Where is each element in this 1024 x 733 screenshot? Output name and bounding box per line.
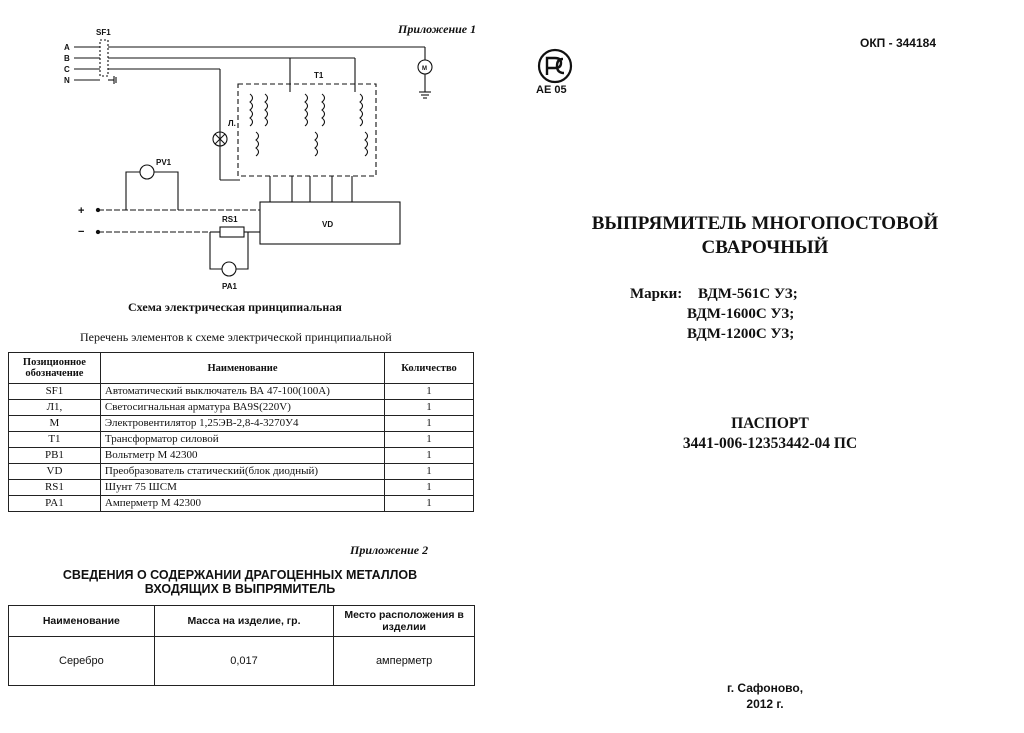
pa1-ammeter-symbol (222, 262, 236, 276)
metals-title (20, 568, 460, 596)
metals-table-header (9, 606, 475, 637)
model-item: ВДМ-1600С УЗ; (687, 306, 795, 322)
pv1-voltmeter-symbol (140, 165, 154, 179)
passport-number: 3441-006-12353442-04 ПС (682, 435, 858, 452)
table-row: VD Преобразователь статический(блок диодный) 1 (9, 464, 474, 480)
col-metal-name: Наименование (9, 606, 155, 637)
city: г. Сафоново, (726, 681, 804, 695)
models-label: Марки: (630, 286, 683, 302)
plus-terminal: + (78, 205, 85, 217)
metals-title-line-2: ВХОДЯЩИХ В ВЫПРЯМИТЕЛЬ (144, 582, 336, 596)
table-row: RS1 Шунт 75 ШСМ 1 (9, 480, 474, 496)
elements-table (8, 352, 474, 512)
schematic-caption: Схема электрическая принципиальная (128, 300, 342, 314)
table-row: Л1, Светосигнальная арматура ВА9S(220V) 1 (9, 400, 474, 416)
sf1-breaker (100, 40, 108, 76)
phase-label-b: B (64, 54, 70, 63)
model-item: ВДМ-561С УЗ; (698, 286, 798, 302)
rs1-label: RS1 (222, 215, 238, 224)
document-title (570, 212, 960, 260)
model-item: ВДМ-1200С УЗ; (687, 326, 795, 342)
sf1-label: SF1 (96, 28, 111, 37)
table-row: М Электровентилятор 1,25ЭВ-2,8-4-3270У4 1 (9, 416, 474, 432)
phase-label-a: A (64, 43, 70, 52)
rs1-shunt-symbol (220, 227, 244, 237)
appendix-1-label: Приложение 1 (398, 22, 477, 36)
precious-metals-table (8, 605, 475, 686)
metals-title-line-1: СВЕДЕНИЯ О СОДЕРЖАНИИ ДРАГОЦЕННЫХ МЕТАЛЛОВ (62, 568, 418, 582)
table-row: PB1 Вольтметр М 42300 1 (9, 448, 474, 464)
table-row: Серебро 0,017 амперметр (9, 637, 475, 686)
lamp-label: Л. (228, 119, 236, 128)
appendix-2-label: Приложение 2 (350, 543, 429, 557)
pa1-label: PA1 (222, 282, 237, 291)
table-row: PA1 Амперметр М 42300 1 (9, 496, 474, 512)
okp-code: ОКП - 344184 (860, 36, 936, 50)
place-and-year (690, 680, 840, 712)
col-position: Позиционное обозначение (9, 353, 101, 384)
electrical-schematic (60, 22, 460, 294)
elements-list-title: Перечень элементов к схеме электрической принципиальной (80, 330, 392, 344)
certification-mark-icon (533, 47, 579, 95)
passport-title: ПАСПОРТ (731, 415, 809, 432)
t1-label: T1 (314, 71, 324, 80)
col-quantity: Количество (385, 353, 474, 384)
vd-label: VD (322, 220, 334, 229)
phase-label-c: C (64, 65, 70, 74)
motor-label: M (422, 66, 427, 72)
col-name: Наименование (100, 353, 384, 384)
models-list (687, 284, 798, 344)
title-line-2: СВАРОЧНЫЙ (701, 237, 829, 258)
phase-label-n: N (64, 76, 70, 85)
table-row: SF1 Автоматический выключатель ВА 47-100(100А) 1 (9, 384, 474, 400)
minus-terminal: − (78, 226, 85, 238)
pv1-label: PV1 (156, 158, 172, 167)
cert-mark-text: АЕ 05 (536, 84, 567, 95)
table-row: Т1 Трансформатор силовой 1 (9, 432, 474, 448)
year: 2012 г. (746, 697, 784, 711)
passport-block (640, 414, 900, 454)
col-mass: Масса на изделие, гр. (154, 606, 333, 637)
col-location: Место расположения в изделии (334, 606, 475, 637)
title-line-1: ВЫПРЯМИТЕЛЬ МНОГОПОСТОВОЙ (591, 213, 939, 234)
elements-table-header (9, 353, 474, 384)
